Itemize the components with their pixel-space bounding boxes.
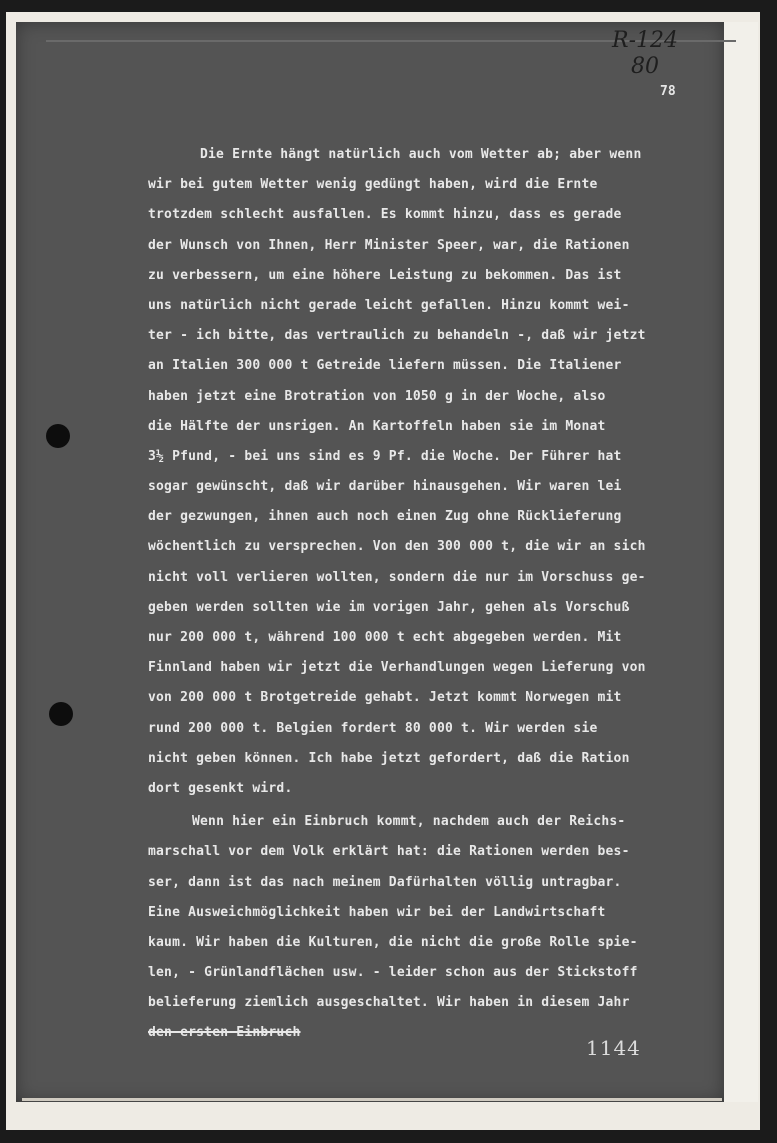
text-line: ter - ich bitte, das vertraulich zu behandeln -, daß wir jetzt [148, 328, 646, 344]
text-line: kaum. Wir haben die Kulturen, die nicht die große Rolle spie- [148, 934, 638, 950]
text-line: Eine Ausweichmöglichkeit haben wir bei der Landwirtschaft [148, 904, 606, 920]
bottom-rule [22, 1098, 722, 1101]
text-line: len, - Grünlandflächen usw. - leider schon aus der Stickstoff [148, 965, 638, 981]
text-line: sogar gewünscht, daß wir darüber hinausgehen. Wir waren lei [148, 479, 622, 495]
struck-through-line: den ersten Einbruch [148, 1025, 301, 1041]
text-line: nicht geben können. Ich habe jetzt gefordert, daß die Ration [148, 750, 630, 766]
text-line: die Hälfte der unsrigen. An Kartoffeln haben sie im Monat [148, 418, 606, 434]
text-line: 3½ Pfund, - bei uns sind es 9 Pf. die Woche. Der Führer hat [148, 448, 622, 464]
text-line: ser, dann ist das nach meinem Dafürhalten völlig untragbar. [148, 874, 622, 890]
annotation-line-1: R-124 [612, 28, 678, 53]
handwritten-annotation [612, 28, 678, 80]
text-line: von 200 000 t Brotgetreide gehabt. Jetzt kommt Norwegen mit [148, 690, 622, 706]
paper-mount-edge [724, 22, 758, 1102]
page-number: 78 [660, 84, 676, 99]
text-line: dort gesenkt wird. [148, 780, 293, 796]
text-line: der Wunsch von Ihnen, Herr Minister Speer, war, die Rationen [148, 237, 630, 253]
text-line: zu verbessern, um eine höhere Leistung zu bekommen. Das ist [148, 267, 622, 283]
punch-hole-bottom [49, 702, 73, 726]
punch-hole-top [46, 424, 70, 448]
text-line: marschall vor dem Volk erklärt hat: die Rationen werden bes- [148, 844, 630, 860]
text-line: uns natürlich nicht gerade leicht gefallen. Hinzu kommt wei- [148, 297, 630, 313]
page-stamp-number: 1144 [586, 1036, 641, 1060]
text-line: rund 200 000 t. Belgien fordert 80 000 t. Wir werden sie [148, 720, 598, 736]
text-line: Finnland haben wir jetzt die Verhandlungen wegen Lieferung von [148, 660, 646, 676]
text-line: Die Ernte hängt natürlich auch vom Wetter ab; aber wenn [200, 147, 642, 162]
text-line: trotzdem schlecht ausfallen. Es kommt hinzu, dass es gerade [148, 207, 622, 223]
text-line: wöchentlich zu versprechen. Von den 300 000 t, die wir an sich [148, 539, 646, 555]
text-line: geben werden sollten wie im vorigen Jahr, gehen als Vorschuß [148, 599, 630, 615]
text-line: nicht voll verlieren wollten, sondern die nur im Vorschuss ge- [148, 569, 646, 585]
annotation-line-2: 80 [631, 54, 659, 79]
text-line: haben jetzt eine Brotration von 1050 g in der Woche, also [148, 388, 606, 404]
text-line: nur 200 000 t, während 100 000 t echt abgegeben werden. Mit [148, 630, 622, 645]
text-line: Wenn hier ein Einbruch kommt, nachdem auch der Reichs- [192, 814, 626, 830]
text-line: der gezwungen, ihnen auch noch einen Zug ohne Rücklieferung [148, 509, 622, 525]
text-line: belieferung ziemlich ausgeschaltet. Wir haben in diesem Jahr [148, 995, 630, 1011]
text-line: wir bei gutem Wetter wenig gedüngt haben, wird die Ernte [148, 177, 598, 193]
document-body [148, 140, 708, 1049]
text-line: an Italien 300 000 t Getreide liefern müssen. Die Italiener [148, 358, 622, 374]
